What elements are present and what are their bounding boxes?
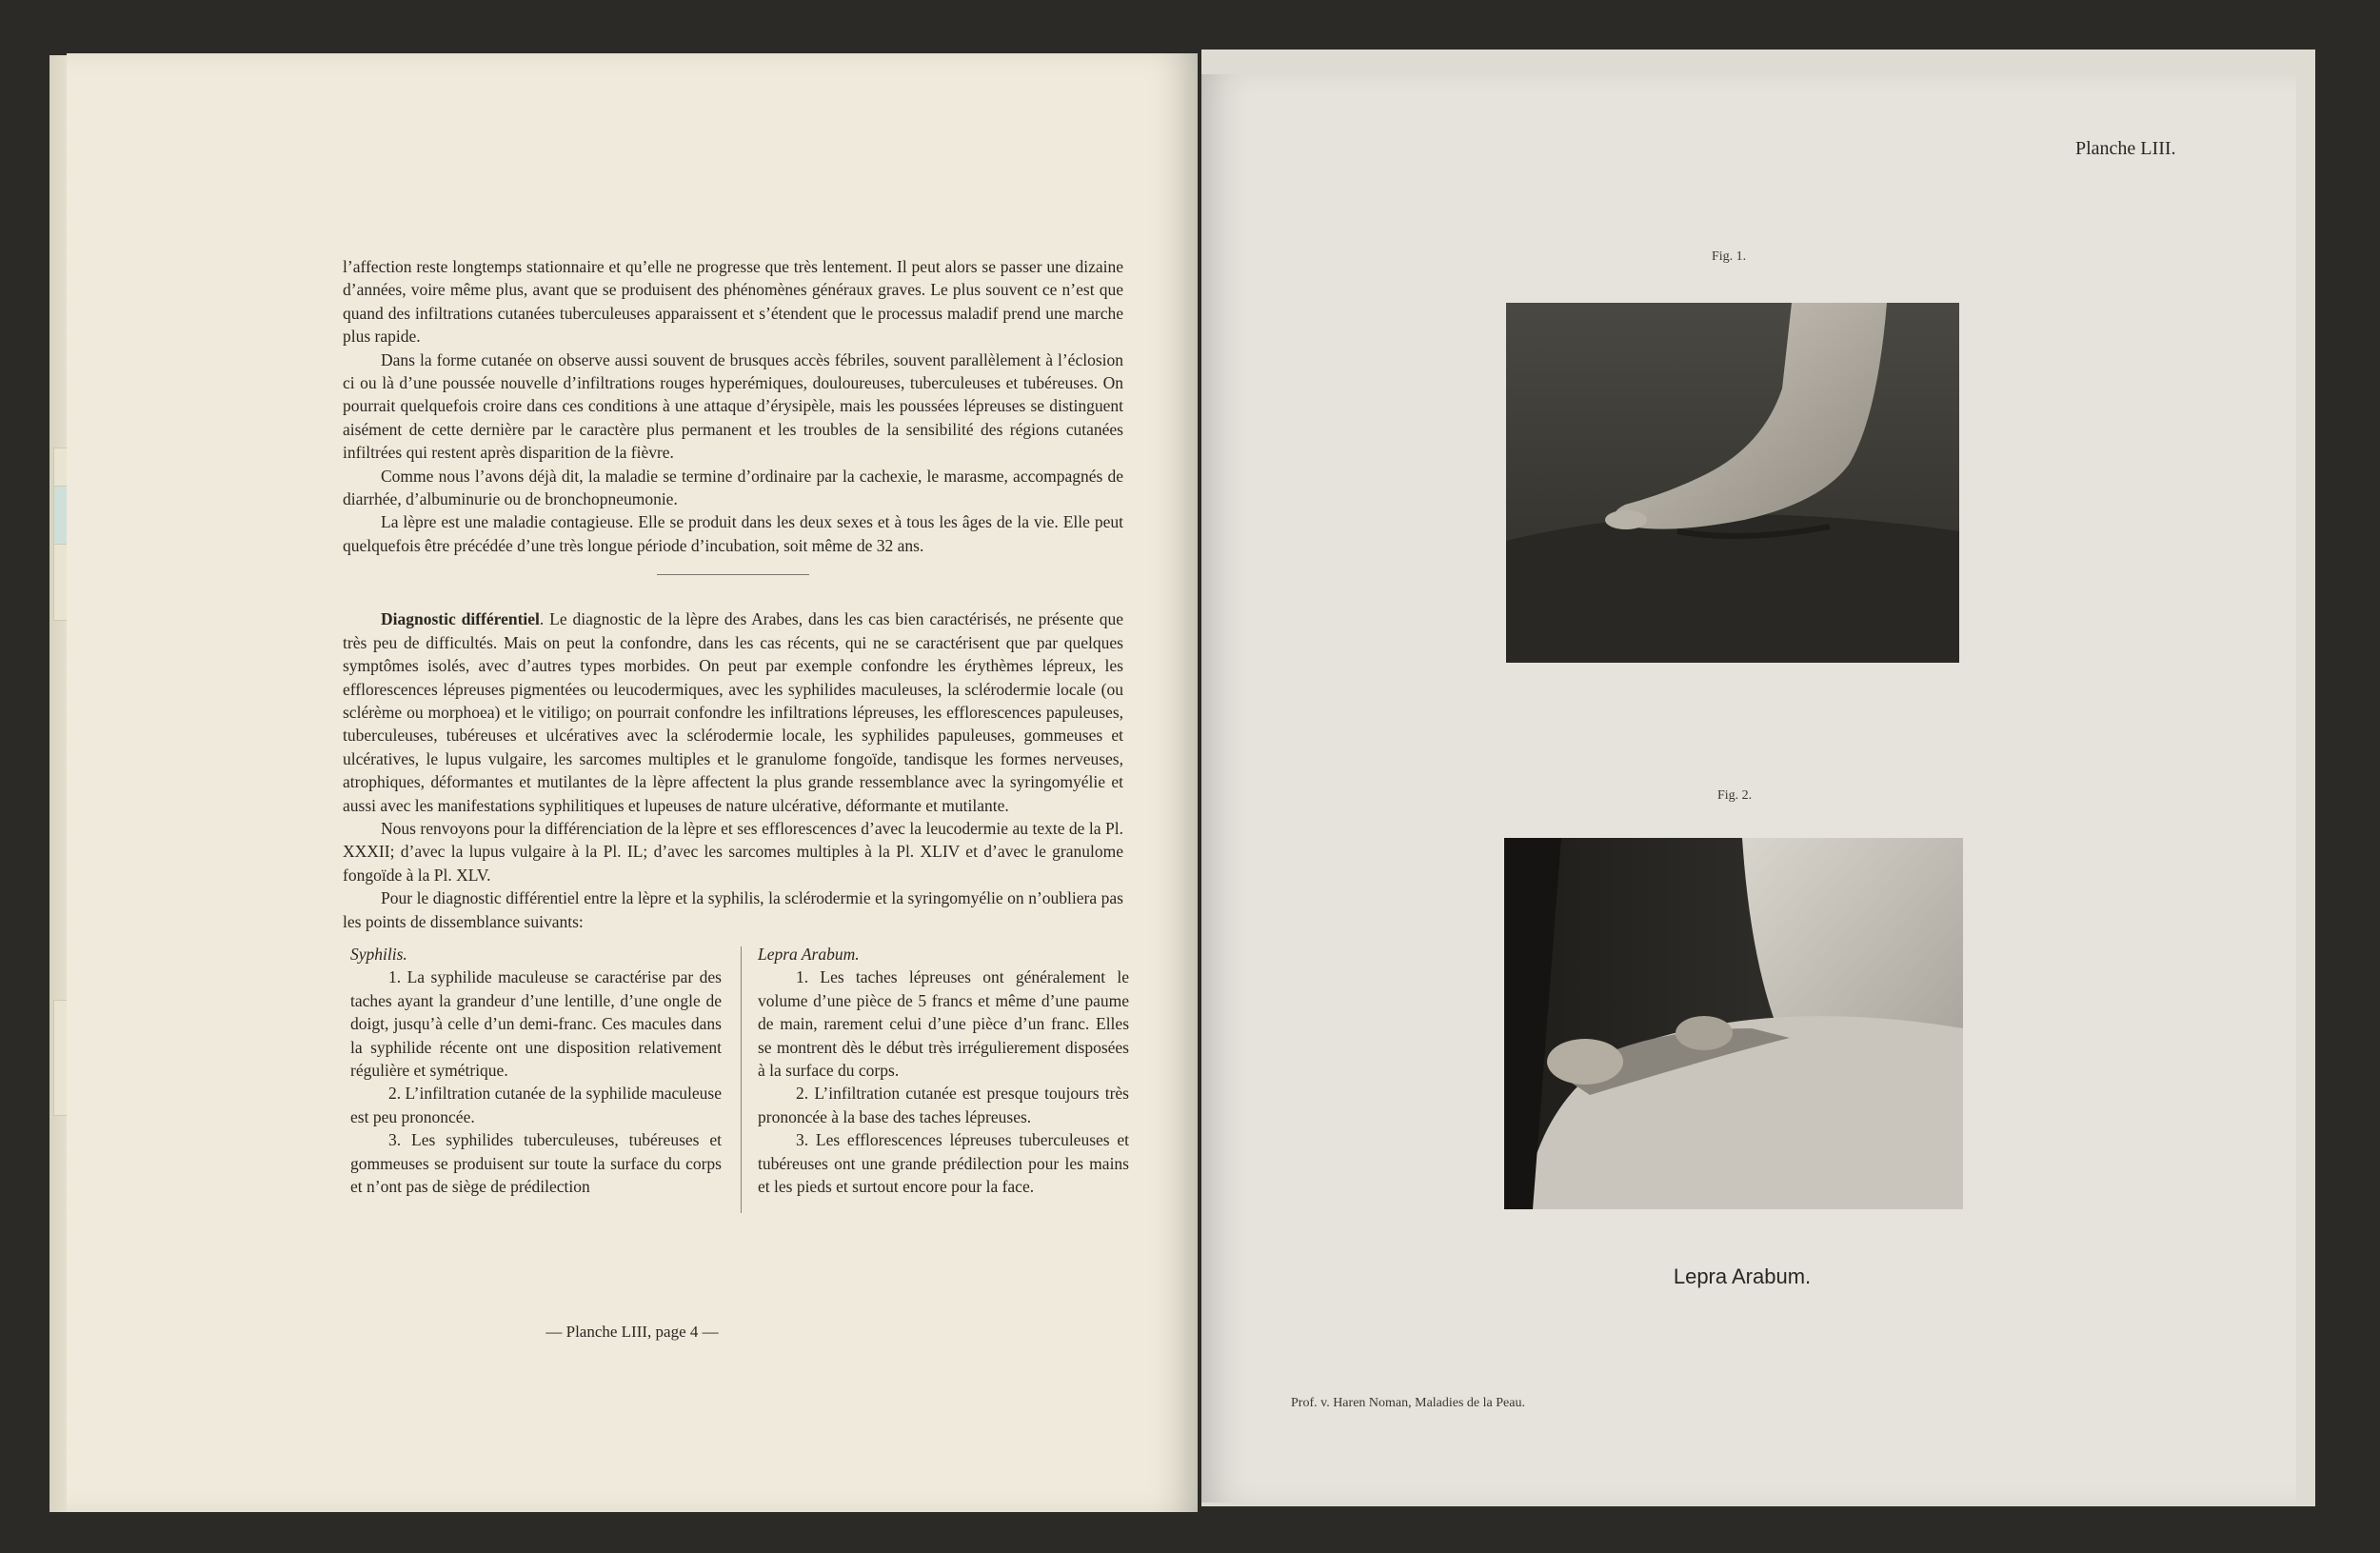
left-page-text [343, 255, 1129, 1219]
paragraph: l’affection reste longtemps stationnaire et qu’elle ne progresse que très lentement. Il peut alors se passer une dizaine d’années, voire même plus, avant que se produisent des phénomènes généraux graves. Le plus souvent ce n’est que quand des infiltrations cutanées tuberculeuses apparaissent et s’étendent que le processus maladif prend une marche plus rapide. [343, 257, 1123, 347]
page-number: — Planche LIII, page 4 — [545, 1323, 719, 1341]
diagnostic-paragraph [343, 607, 1123, 817]
publication-credit: Prof. v. Haren Noman, Maladies de la Peau. [1291, 1396, 1525, 1410]
list-item: 3. Les syphilides tuberculeuses, tubéreuses et gommeuses se produisent sur toute la surface du corps et n’ont pas de siège de prédilection [350, 1130, 722, 1197]
paragraph: Pour le diagnostic différentiel entre la lèpre et la syphilis, la sclérodermie et la syringomyélie on n’oubliera pas les points de dissemblance suivants: [343, 888, 1123, 931]
figure-label: Fig. 1. [1712, 249, 1747, 264]
paragraph: Comme nous l’avons déjà dit, la maladie se termine d’ordinaire par la cachexie, le marasme, accompagnés de diarrhée, d’albuminurie ou de bronchopneumonie. [343, 466, 1123, 509]
paragraph: La lèpre est une maladie contagieuse. Elle se produit dans les deux sexes et à tous les âges de la vie. Elle peut quelquefois être précédée d’une très longue période d’incubation, soit même de 32 ans. [343, 512, 1123, 555]
list-item: 1. La syphilide maculeuse se caractérise par des taches ayant la grandeur d’une lentille, d’une ongle de doigt, jusqu’à celle d’un demi-franc. Ces macules dans la syphilide récente ont une disposition relativement régulière et symétrique. [350, 967, 722, 1080]
figure-label: Fig. 2. [1717, 788, 1753, 803]
paragraph: Dans la forme cutanée on observe aussi souvent de brusques accès fébriles, souvent parallèlement à l’éclosion ci ou là d’une poussée nouvelle d’infiltrations rouges hyperémiques, douloureuses, tuberculeuses et tubéreuses. On pourrait quelquefois croire dans ces conditions à une attaque d’érysipèle, mais les poussées lépreuses se distinguent aisément de cette dernière par le caractère plus permanent et les troubles de la sensibilité des régions cutanées infiltrées qui restent après disparition de la fièvre. [343, 349, 1123, 463]
diagnostic-text: . Le diagnostic de la lèpre des Arabes, dans les cas bien caractérisés, ne présente que très peu de difficultés. Mais on peut la confondre, dans les cas récents, qui ne se caractérisent que par quelques symptômes isolés, avec d’autres types morbides. On peut par exemple confondre les érythèmes lépreux, les efflorescences lépreuses pigmentées ou leucodermiques, avec les syphilides maculeuses, la sclérodermie locale (ou sclérème ou morphoea) et le vitiligo; on pourrait confondre les infiltrations lépreuses, les efflorescences papuleuses, tuberculeuses, tubéreuses et ulcératives avec la sclérodermie locale, les syphilides papuleuses, gommeuses et ulcératives, le lupus vulgaire, les sarcomes multiples et le granulome fongoïde, tandisque les formes nerveuses, atrophiques, déformantes et mutilantes de la lèpre affectent la plus grande ressemblance avec la syringomyélie et aussi avec les manifestations syphilitiques et lupeuses de nature ulcérative, déformante et mutilante. [343, 609, 1123, 815]
column-heading: Syphilis. [350, 944, 407, 964]
list-item: 3. Les efflorescences lépreuses tuberculeuses et tubéreuses ont une grande prédilection pour les mains et les pieds et surtout encore pour la face. [758, 1130, 1129, 1197]
plate-title: Planche LIII. [2075, 138, 2176, 159]
list-item: 2. L’infiltration cutanée est presque toujours très prononcée à la base des taches lépreuses. [758, 1084, 1129, 1126]
lepra-column [758, 943, 1129, 1198]
comparison-columns [343, 943, 1129, 1219]
list-item: 1. Les taches lépreuses ont généralement le volume d’une pièce de 5 francs et même d’une paume de main, rarement celui d’une pièce d’un franc. Elles se montrent dès le début très irrégulierement disposées à la surface du corps. [758, 967, 1129, 1080]
paragraph: Nous renvoyons pour la différenciation de la lèpre et ses efflorescences d’avec la leucodermie au texte de la Pl. XXXII; d’avec la lupus vulgaire à la Pl. IL; d’avec les sarcomes multiples à la Pl. XLIV et d’avec le granulome fongoïde à la Pl. XLV. [343, 818, 1123, 885]
photo-foot [1506, 303, 1959, 663]
figure-caption: Lepra Arabum. [1673, 1264, 1812, 1288]
section-title: Diagnostic différentiel [381, 609, 540, 629]
list-item: 2. L’infiltration cutanée de la syphilide maculeuse est peu prononcée. [350, 1084, 722, 1126]
left-page [67, 53, 1198, 1512]
column-heading: Lepra Arabum. [758, 944, 860, 964]
syphilis-column [350, 943, 722, 1198]
photo-seated-figure [1504, 838, 1963, 1209]
column-divider [741, 946, 742, 1213]
section-divider [657, 574, 809, 575]
